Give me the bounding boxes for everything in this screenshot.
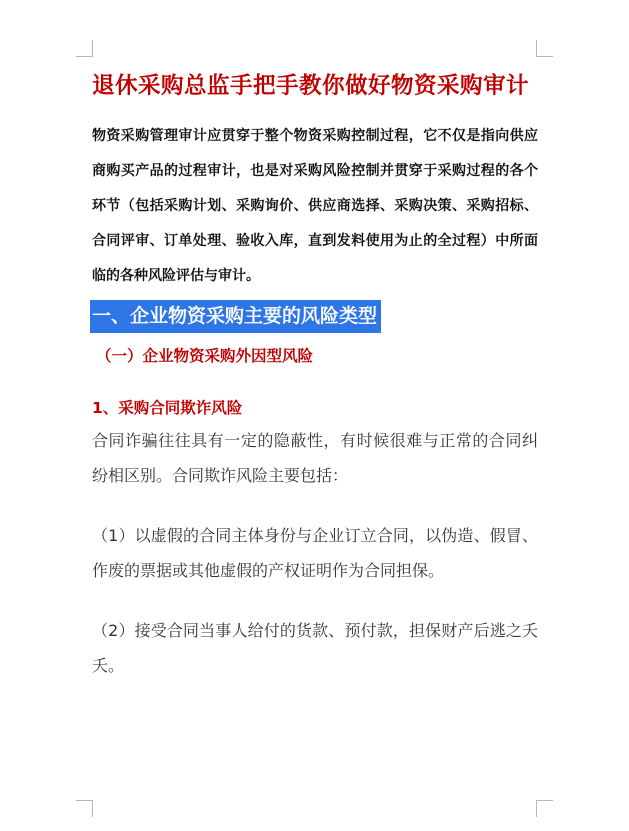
body-paragraph: （1）以虚假的合同主体身份与企业订立合同，以伪造、假冒、作废的票据或其他虚假的产权证明作为合同担保。 <box>92 526 538 580</box>
body-paragraph: （2）接受合同当事人给付的货款、预付款，担保财产后逃之夭夭。 <box>92 621 538 675</box>
item-heading: 1、采购合同欺诈风险 <box>92 399 243 417</box>
crop-mark-bottom-left <box>76 800 93 817</box>
document-body <box>92 62 538 683</box>
crop-mark-top-right <box>536 40 553 57</box>
section-heading: 一、企业物资采购主要的风险类型 <box>90 300 381 333</box>
intro-paragraph: 物资采购管理审计应贯穿于整个物资采购控制过程，它不仅是指向供应商购买产品的过程审计，也是对采购风险控制并贯穿于采购过程的各个环节（包括采购计划、采购询价、供应商选择、采购决策、采购招标、合同评审、订单处理、验收入库，直到发料使用为止的全过程）中所面临的各种风险评估与审计。 <box>92 128 538 284</box>
crop-mark-top-left <box>76 40 93 57</box>
body-paragraph: 合同诈骗往往具有一定的隐蔽性，有时候很难与正常的合同纠纷相区别。合同欺诈风险主要包括： <box>92 431 538 485</box>
document-title: 退休采购总监手把手教你做好物资采购审计 <box>92 73 530 99</box>
crop-mark-bottom-right <box>536 800 553 817</box>
subsection-heading: （一）企业物资采购外因型风险 <box>96 347 314 365</box>
